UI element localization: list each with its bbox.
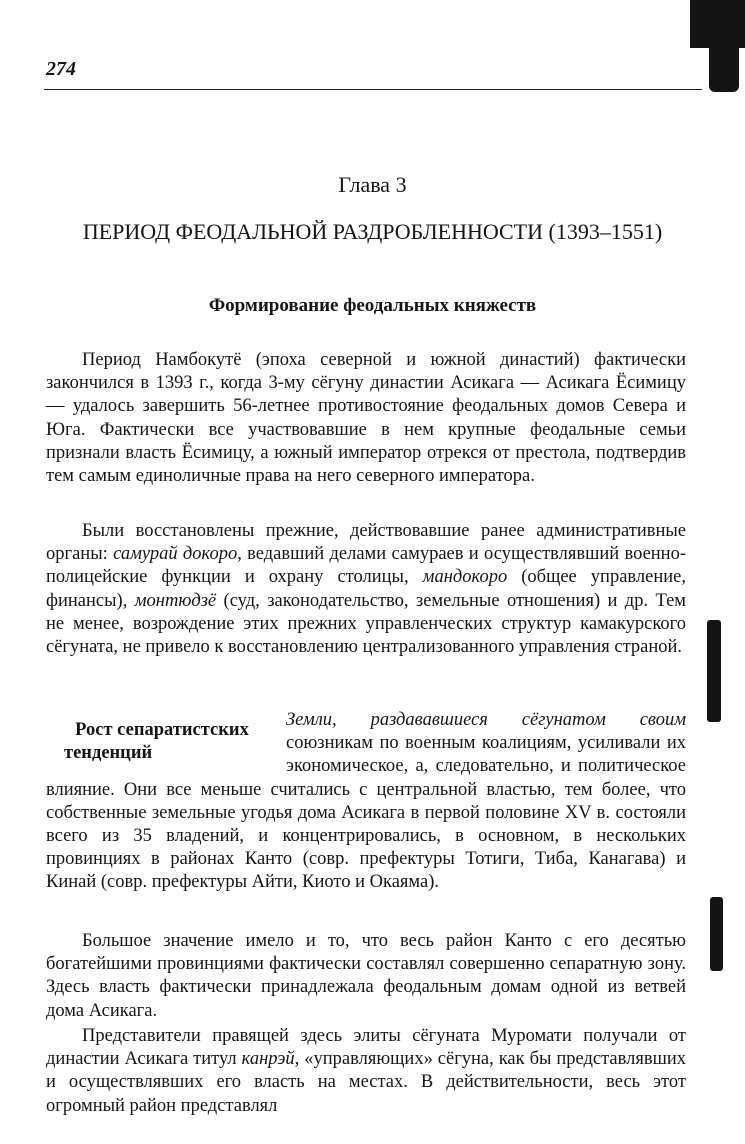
paragraph-2-text: , ведавший делами самураев и осуществлявший военно-полицейские функции и охрану столицы, — [46, 544, 686, 588]
paragraph-4-text: Большое значение имело и то, что весь район Канто с его десятью богатейшими провинциями фактически составлял совершенно сепаратную зону. Здесь власть фактически принадлежала феодальным домам одной из ветвей дома Асикага. — [46, 931, 686, 1021]
paragraph-3-text: союзникам по военным коалициям, усиливали их экономическое, а, следовательно, и политическое влияние. Они все меньше считались с центральной властью, тем более, что собственные земельные угодья дома Асикага в первой половине XV в. состояли всего из 35 владений, и концентрировались, в основном, в нескольких провинциях в районах Канто (совр. префектуры Тотиги, Тиба, Канагава) и Кинай (совр. префектуры Айти, Киото и Окаяма). — [46, 733, 686, 893]
term-kanrei: канрэй — [241, 1049, 295, 1070]
paragraph-5-text: Представители правящей здесь элиты сёгуната Муромати получали от династии Асикага титул — [46, 1026, 686, 1070]
paragraph-1 — [46, 349, 686, 488]
chapter-title: ПЕРИОД ФЕОДАЛЬНОЙ РАЗДРОБЛЕННОСТИ (1393–1551) — [82, 219, 663, 244]
term-montyudzyo: монтюдзё — [134, 590, 217, 611]
section-title: Формирование феодальных княжеств — [208, 295, 537, 316]
paragraph-3-lead: Земли, раздававшиеся сёгунатом своим — [286, 710, 686, 730]
paragraph-1-text: Период Намбокутё (эпоха северной и южной династий) фактически закончился в 1393 г., когда 3-му сёгуну династии Асикага — Асикага Ёсимицу — удалось завершить 56-летнее противостояние феодальных домов Севера и Юга. Фактически все участвовавшие в нем крупные феодальные семьи признали власть Ёсимицу, а южный император отрекся от престола, подтвердив тем самым единоличные права на него северного императора. — [46, 350, 686, 487]
paragraph-4 — [46, 930, 686, 1023]
scan-edge-mark — [710, 897, 723, 971]
header-rule — [44, 89, 702, 90]
paragraph-5 — [46, 1025, 686, 1118]
paragraph-2 — [46, 520, 686, 659]
scan-edge-mark — [707, 620, 721, 722]
margin-note-heading: Рост сепаратистских тенденций — [64, 720, 249, 763]
term-mandokoro: мандокоро — [422, 567, 508, 588]
term-samurai-dokoro: самурай докоро — [113, 544, 238, 565]
scan-edge-mark — [709, 40, 739, 92]
paragraph-2-text: Были восстановлены прежние, действовавшие ранее административные органы: — [46, 521, 686, 565]
page-number: 274 — [46, 58, 76, 80]
paragraph-2-text: (суд, законодательство, земельные отношения) и др. Тем не менее, возрождение этих прежних управленческих структур камакурского сёгуната, не привело к восстановлению централизованного управления страной. — [46, 590, 686, 658]
paragraph-2-text: (общее управление, финансы), — [46, 567, 686, 611]
paragraph-3 — [46, 709, 686, 895]
paragraph-5-text: , «управляющих» сёгуна, как бы представлявших и осуществлявших его власть на местах. В действительности, весь этот огромный район представлял — [46, 1049, 687, 1116]
chapter-label: Глава 3 — [338, 172, 407, 197]
